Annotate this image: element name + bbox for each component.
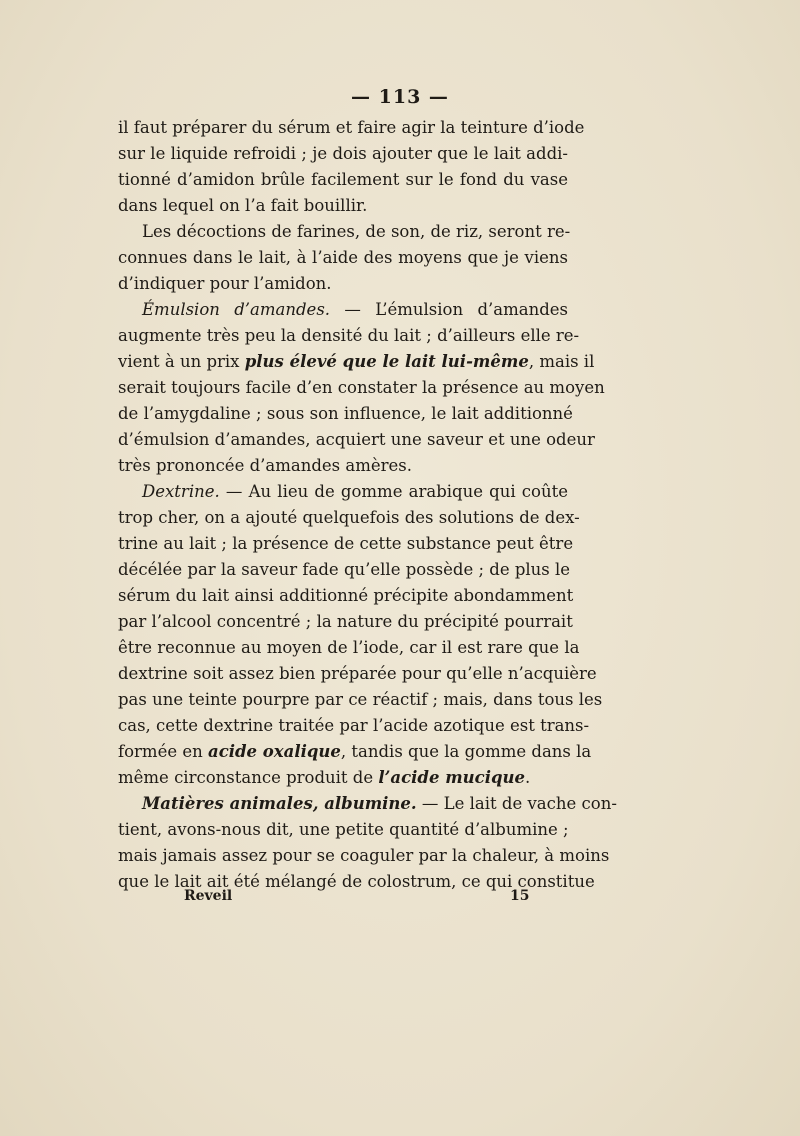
text-line: augmente très peu la densité du lait ; d’ailleurs elle re- [118,326,580,345]
section-heading: Matières animales, albumine. [142,794,417,813]
text-line: dans lequel on l’a fait bouillir. [118,196,368,215]
text-fragment: vient à un prix [118,352,245,371]
text-fragment: — L’émulsion d’amandes [330,300,568,319]
text-line: sérum du lait ainsi additionné précipite abondamment [118,586,574,605]
text-line: serait toujours facile d’en constater la présence au moyen [118,378,605,397]
text-line: trine au lait ; la présence de cette substance peut être [118,534,574,553]
text-line [118,765,568,791]
text-line: d’indiquer pour l’amidon. [118,274,332,293]
text-line: connues dans le lait, à l’aide des moyens que je viens [118,248,568,267]
section-line [118,297,568,323]
text-fragment: , tandis que la gomme dans la [340,742,592,761]
text-line: par l’alcool concentré ; la nature du précipité pourrait [118,612,573,631]
text-fragment: même circonstance produit de [118,768,379,787]
text-line: dextrine soit assez bien préparée pour qu’elle n’acquière [118,664,597,683]
text-line: trop cher, on a ajouté quelquefois des solutions de dex- [118,508,580,527]
text-line: de l’amygdaline ; sous son influence, le lait additionné [118,404,573,423]
text-fragment: . [525,768,531,787]
author-signature: Reveil [184,888,233,904]
text-fragment: formée en [118,742,208,761]
text-line: décélée par la saveur fade qu’elle possède ; de plus le [118,560,571,579]
text-line: Les décoctions de farines, de son, de riz, seront re- [142,222,571,241]
emphasis-text: l’acide mucique [378,768,525,787]
text-line: tionné d’amidon brûle facilement sur le fond du vase [118,170,568,189]
text-line: cas, cette dextrine traitée par l’acide azotique est trans- [118,716,590,735]
emphasis-text: acide oxalique [208,742,341,761]
body-text [118,115,617,895]
text-line: très prononcée d’amandes amères. [118,456,412,475]
text-line: il faut préparer du sérum et faire agir la teinture d’iode [118,118,585,137]
emphasis-text: plus élevé que le lait lui-même [244,352,529,371]
text-line [118,739,592,765]
text-line: d’émulsion d’amandes, acquiert une saveur et une odeur [118,430,595,449]
section-heading: Dextrine. [142,482,220,501]
text-line: mais jamais assez pour se coaguler par la chaleur, à moins [118,846,610,865]
section-line [118,479,568,505]
gathering-signature: 15 [510,888,530,904]
text-line: tient, avons-nous dit, une petite quantité d’albumine ; [118,820,569,839]
section-heading: Émulsion d’amandes. [142,300,331,319]
section-line [118,791,617,817]
text-line: pas une teinte pourpre par ce réactif ; mais, dans tous les [118,690,603,709]
text-line: sur le liquide refroidi ; je dois ajouter que le lait addi- [118,144,568,163]
text-line [118,349,595,375]
text-fragment: — Au lieu de gomme arabique qui coûte [219,482,568,501]
text-fragment: , mais il [528,352,595,371]
text-fragment: — Le lait de vache con- [416,794,617,813]
text-line: que le lait ait été mélangé de colostrum, ce qui constitue [118,872,595,891]
page-number: — 113 — [351,86,449,108]
text-line: être reconnue au moyen de l’iode, car il est rare que la [118,638,580,657]
